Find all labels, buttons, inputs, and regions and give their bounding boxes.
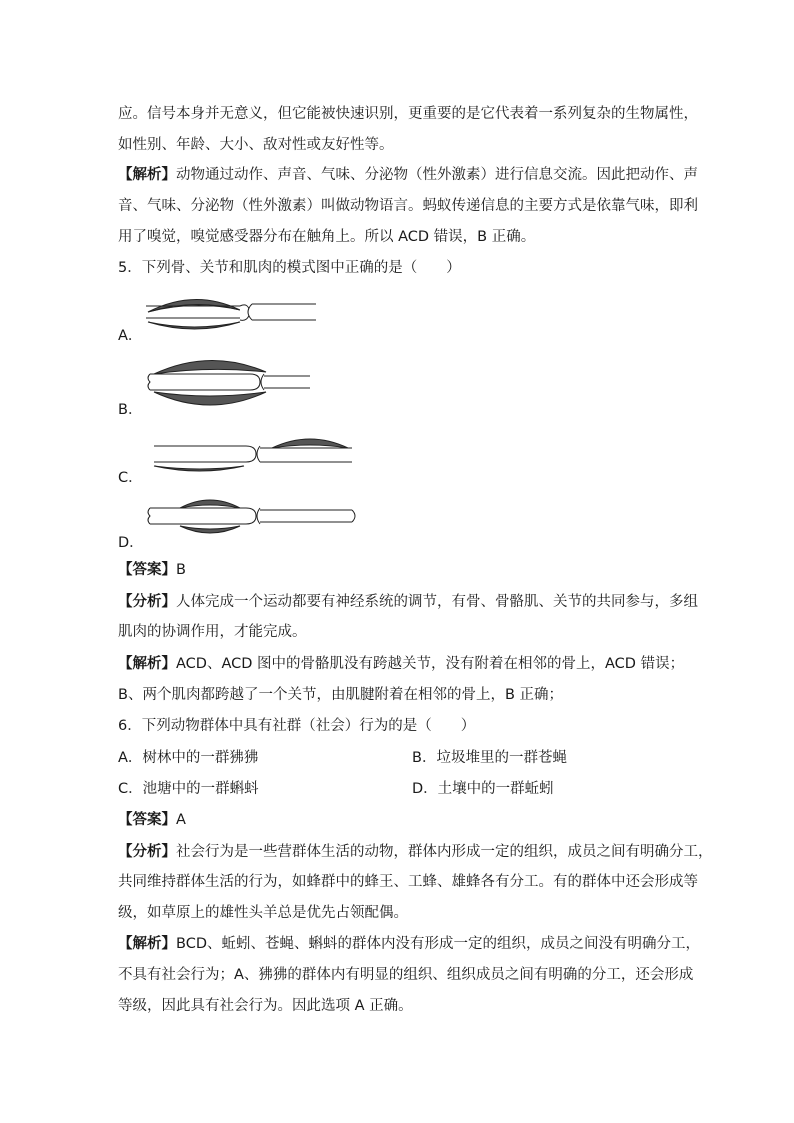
q6-jiexi-text-1: BCD、蚯蚓、苍蝇、蝌蚪的群体内没有形成一定的组织，成员之间没有明确分工， bbox=[176, 936, 700, 952]
figure-option-d bbox=[140, 494, 370, 540]
fenxi-tag: 【分析】 bbox=[118, 594, 176, 610]
jiexi-tag: 【解析】 bbox=[118, 656, 176, 672]
q6-option-d: D．土壤中的一群蚯蚓 bbox=[412, 781, 554, 797]
q4-jiexi-line-3: 用了嗅觉，嗅觉感受器分布在触角上。所以 ACD 错误，B 正确。 bbox=[118, 229, 536, 245]
intro-line-1: 应。信号本身并无意义，但它能被快速识别，更重要的是它代表着一系列复杂的生物属性， bbox=[118, 106, 698, 122]
q4-jiexi-text-1: 动物通过动作、声音、气味、分泌物（性外激素）进行信息交流。因此把动作、声 bbox=[176, 167, 698, 183]
q6-fenxi-line-1 bbox=[118, 842, 713, 862]
q6-jiexi-line-2: 不具有社会行为；A、狒狒的群体内有明显的组织、组织成员之间有明确的分工，还会形成 bbox=[118, 967, 694, 983]
q6-option-b: B．垃圾堆里的一群苍蝇 bbox=[412, 750, 567, 766]
q6-fenxi-text-1: 社会行为是一些营群体生活的动物，群体内形成一定的组织，成员之间有明确分工， bbox=[176, 844, 713, 860]
answer-tag: 【答案】 bbox=[118, 562, 176, 578]
q6-option-a: A．树林中的一群狒狒 bbox=[118, 750, 259, 766]
figure-option-b bbox=[140, 352, 330, 412]
q6-jiexi-line-1 bbox=[118, 934, 700, 954]
q6-fenxi-line-3: 级，如草原上的雄性头羊总是优先占领配偶。 bbox=[118, 905, 408, 921]
jiexi-tag: 【解析】 bbox=[118, 167, 176, 183]
q5-stem: 5．下列骨、关节和肌肉的模式图中正确的是（ ） bbox=[118, 260, 461, 276]
jiexi-tag: 【解析】 bbox=[118, 936, 176, 952]
figure-option-a bbox=[140, 292, 330, 336]
q5-fenxi-text-1: 人体完成一个运动都要有神经系统的调节，有骨、骨骼肌、关节的共同参与，多组 bbox=[176, 594, 698, 610]
q6-fenxi-line-2: 共同维持群体生活的行为，如蜂群中的蜂王、工蜂、雄蜂各有分工。有的群体中还会形成等 bbox=[118, 874, 698, 890]
q5-answer bbox=[118, 560, 186, 580]
q6-option-c: C．池塘中的一群蝌蚪 bbox=[118, 781, 259, 797]
q5-option-b-label: B． bbox=[118, 402, 143, 418]
q6-stem: 6．下列动物群体中具有社群（社会）行为的是（ ） bbox=[118, 718, 476, 734]
q5-fenxi-line-1 bbox=[118, 592, 698, 612]
intro-line-2: 如性别、年龄、大小、敌对性或友好性等。 bbox=[118, 137, 394, 153]
q5-option-a-label: A． bbox=[118, 328, 143, 344]
answer-tag: 【答案】 bbox=[118, 812, 176, 828]
q5-fenxi-line-2: 肌肉的协调作用，才能完成。 bbox=[118, 624, 307, 640]
fenxi-tag: 【分析】 bbox=[118, 844, 176, 860]
q6-jiexi-line-3: 等级，因此具有社会行为。因此选项 A 正确。 bbox=[118, 998, 413, 1014]
q6-answer bbox=[118, 810, 186, 830]
q5-jiexi-line-2: B、两个肌肉都跨越了一个关节，由肌腱附着在相邻的骨上，B 正确； bbox=[118, 687, 564, 703]
q4-jiexi-line-1 bbox=[118, 165, 698, 185]
q4-jiexi-line-2: 音、气味、分泌物（性外激素）叫做动物语言。蚂蚁传递信息的主要方式是依靠气味，即利 bbox=[118, 198, 698, 214]
q5-option-c-label: C． bbox=[118, 470, 143, 486]
q5-jiexi-text-1: ACD、ACD 图中的骨骼肌没有跨越关节，没有附着在相邻的骨上，ACD 错误； bbox=[176, 656, 685, 672]
q5-option-d-label: D． bbox=[118, 535, 144, 551]
q5-jiexi-line-1 bbox=[118, 654, 684, 674]
q5-answer-value: B bbox=[176, 562, 186, 578]
figure-option-c bbox=[140, 432, 370, 476]
q6-answer-value: A bbox=[176, 812, 186, 828]
